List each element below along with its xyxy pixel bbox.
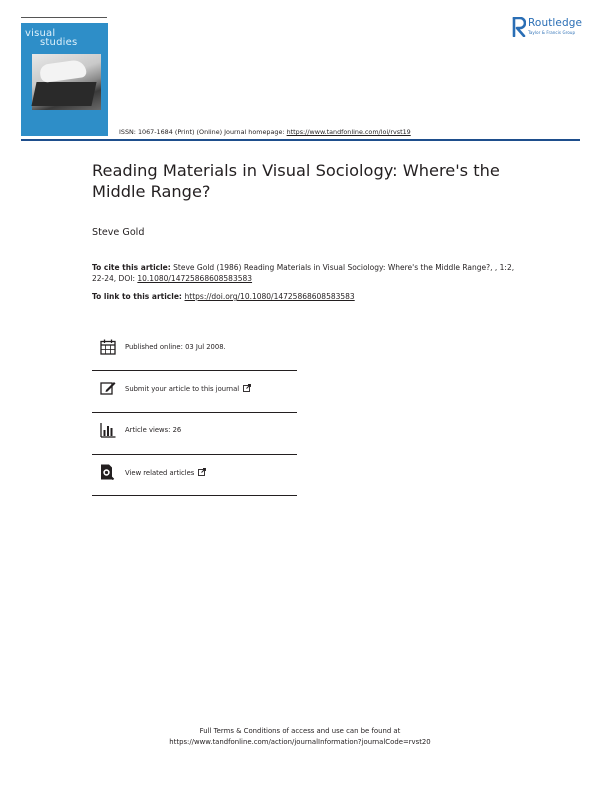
submit-row[interactable] <box>92 371 297 408</box>
related-row[interactable] <box>92 455 297 492</box>
cite-text: Steve Gold (1986) Reading Materials in Visual Sociology: Where's the Middle Range?, , 1:2, 22-24, DOI: <box>92 263 515 283</box>
divider <box>92 495 297 496</box>
article-link-line <box>92 292 355 301</box>
publisher-name: Routledge <box>528 17 583 29</box>
cover-title <box>25 29 77 47</box>
views-row <box>92 413 297 450</box>
footer <box>120 726 480 748</box>
issn-line <box>119 128 411 136</box>
bar-chart-icon <box>100 422 116 438</box>
cover-title-line1: visual <box>25 28 56 39</box>
article-url-link[interactable]: https://doi.org/10.1080/14725868608583583 <box>184 292 355 301</box>
article-author: Steve Gold <box>92 227 145 238</box>
related-articles-text: View related articles <box>125 469 195 477</box>
edit-icon <box>100 380 116 396</box>
search-document-icon <box>100 464 116 480</box>
article-title: Reading Materials in Visual Sociology: Where's the Middle Range? <box>92 161 500 201</box>
link-label: To link to this article: <box>92 292 185 301</box>
external-link-icon <box>198 468 206 476</box>
journal-cover <box>21 23 108 136</box>
journal-homepage-link[interactable]: https://www.tandfonline.com/loi/rvst19 <box>286 128 411 136</box>
doi-link[interactable]: 10.1080/14725868608583583 <box>137 274 253 283</box>
related-articles-link[interactable] <box>125 468 206 477</box>
cover-photo-hand <box>39 59 87 83</box>
issn-text: ISSN: 1067-1684 (Print) (Online) Journal homepage: <box>119 128 287 136</box>
footer-terms-link[interactable]: https://www.tandfonline.com/action/journalInformation?journalCode=rvst20 <box>169 738 431 746</box>
external-link-icon <box>243 384 251 392</box>
routledge-logo-icon <box>512 17 526 37</box>
cover-title-line2: studies <box>40 37 78 48</box>
published-row <box>92 330 297 367</box>
citation-block <box>92 262 522 284</box>
submit-article-link[interactable] <box>125 384 251 393</box>
cover-top-line <box>21 17 107 18</box>
publisher-tagline: Taylor & Francis Group <box>528 30 576 35</box>
cover-photo <box>32 54 101 110</box>
footer-line1: Full Terms & Conditions of access and use can be found at <box>199 727 401 735</box>
submit-article-text: Submit your article to this journal <box>125 385 240 393</box>
cite-label: To cite this article: <box>92 263 171 272</box>
header-rule <box>21 139 580 141</box>
published-text: Published online: 03 Jul 2008. <box>125 343 226 351</box>
calendar-icon <box>100 339 116 355</box>
cover-photo-book <box>31 82 96 106</box>
article-views-text: Article views: 26 <box>125 426 182 434</box>
